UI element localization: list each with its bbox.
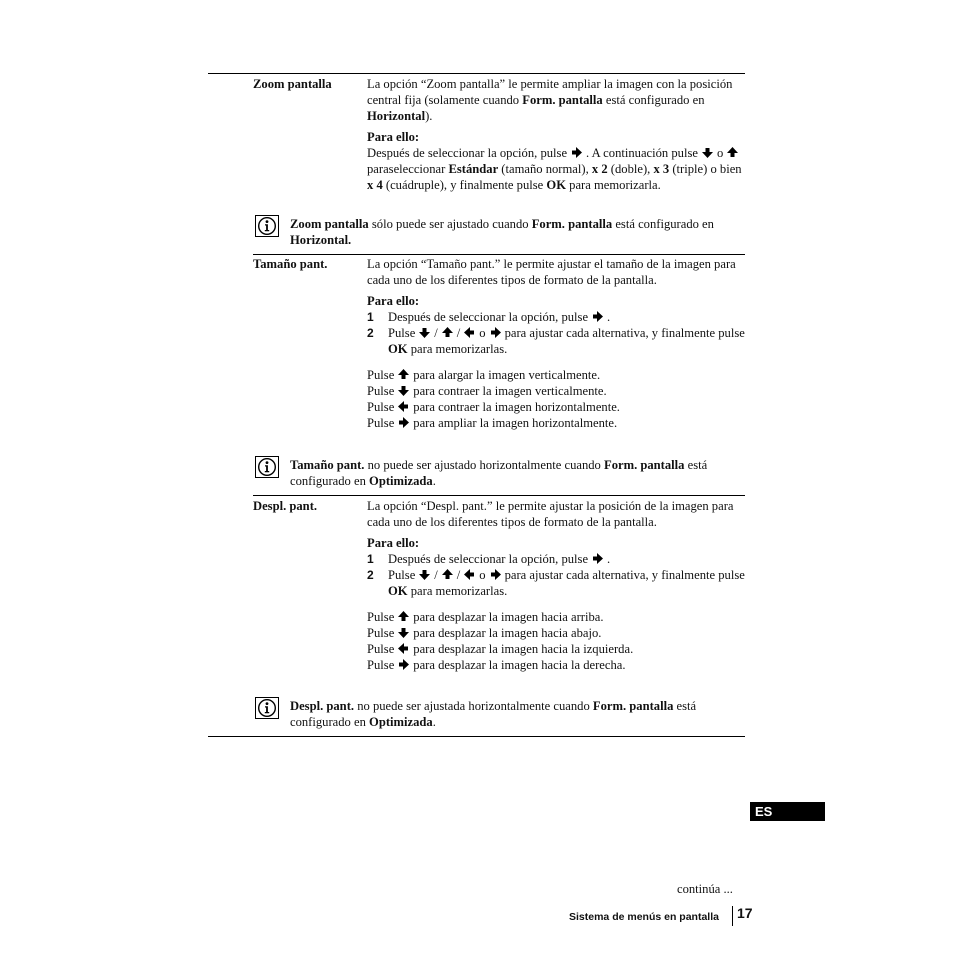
- arrow-down-icon: [397, 626, 410, 639]
- arrow-left-icon: [397, 400, 410, 413]
- info-icon: [255, 215, 279, 237]
- pulse-line: Pulse para alargar la imagen verticalmente.: [367, 368, 601, 382]
- arrow-right-icon: [570, 146, 583, 159]
- footer-title: Sistema de menús en pantalla: [569, 911, 719, 923]
- step-text: Pulse / / o para ajustar cada alternativa, y finalmente pulse OK para memorizarlas.: [388, 326, 745, 356]
- note-tamano-pant: [253, 457, 745, 489]
- section-term: Tamaño pant.: [253, 257, 328, 271]
- continues-label: continúa ...: [677, 882, 733, 896]
- note-zoom-pantalla: [253, 216, 745, 248]
- bottom-rule: [208, 736, 745, 737]
- step-number: 1: [367, 552, 374, 566]
- language-badge: ES: [750, 802, 825, 821]
- arrow-up-icon: [397, 368, 410, 381]
- section-description: [367, 498, 745, 673]
- step-item: [367, 325, 745, 357]
- step-item: [367, 567, 745, 599]
- info-icon: [255, 697, 279, 719]
- arrow-up-icon: [441, 326, 454, 339]
- intro-paragraph: La opción “Despl. pant.” le permite ajustar la posición de la imagen para cada uno de los diferentes tipos de formato de la pantalla.: [367, 499, 734, 529]
- arrow-down-icon: [701, 146, 714, 159]
- note-text: Zoom pantalla sólo puede ser ajustado cuando Form. pantalla está configurado en Horizontal.: [290, 217, 714, 247]
- info-icon: [255, 456, 279, 478]
- step-text: Pulse / / o para ajustar cada alternativa, y finalmente pulse OK para memorizarlas.: [388, 568, 745, 598]
- section-description: [367, 76, 745, 193]
- arrow-up-icon: [726, 146, 739, 159]
- para-ello-label: Para ello:: [367, 536, 420, 550]
- section-zoom-pantalla: [253, 76, 745, 193]
- section-term: Despl. pant.: [253, 499, 318, 513]
- numbered-steps: [367, 551, 745, 599]
- note-text: Tamaño pant. no puede ser ajustado horizontalmente cuando Form. pantalla está configurado en Optimizada.: [290, 458, 708, 488]
- arrow-right-icon: [489, 326, 502, 339]
- pulse-line: Pulse para ampliar la imagen horizontalmente.: [367, 416, 618, 430]
- step-item: [367, 551, 745, 567]
- intro-paragraph: La opción “Zoom pantalla” le permite ampliar la imagen con la posición central fija (solamente cuando Form. pantalla está configurado en Horizontal).: [367, 77, 733, 123]
- section-divider: [253, 495, 745, 496]
- arrow-down-icon: [418, 326, 431, 339]
- arrow-up-icon: [397, 610, 410, 623]
- pulse-line: Pulse para contraer la imagen verticalmente.: [367, 384, 607, 398]
- arrow-right-icon: [489, 568, 502, 581]
- top-rule: [208, 73, 745, 74]
- arrow-left-icon: [397, 642, 410, 655]
- step-text: Después de seleccionar la opción, pulse .: [388, 310, 611, 324]
- pulse-line: Pulse para desplazar la imagen hacia arriba.: [367, 610, 604, 624]
- pulse-line: Pulse para desplazar la imagen hacia abajo.: [367, 626, 602, 640]
- arrow-left-icon: [463, 568, 476, 581]
- section-term: Zoom pantalla: [253, 77, 332, 91]
- para-ello-label: Para ello:: [367, 294, 420, 308]
- page-number: 17: [737, 905, 753, 921]
- arrow-right-icon: [591, 552, 604, 565]
- step-number: 1: [367, 310, 374, 324]
- step-text: Después de seleccionar la opción, pulse .: [388, 552, 611, 566]
- section-despl-pant: [253, 498, 745, 673]
- numbered-steps: [367, 309, 745, 357]
- arrow-up-icon: [441, 568, 454, 581]
- step-item: [367, 309, 745, 325]
- section-description: [367, 256, 745, 431]
- section-tamano-pant: [253, 256, 745, 431]
- arrow-right-icon: [397, 658, 410, 671]
- intro-paragraph: La opción “Tamaño pant.” le permite ajustar el tamaño de la imagen para cada uno de los diferentes tipos de formato de la pantalla.: [367, 257, 736, 287]
- step-number: 2: [367, 326, 374, 340]
- pulse-line: Pulse para desplazar la imagen hacia la izquierda.: [367, 642, 634, 656]
- note-despl-pant: [253, 698, 745, 730]
- arrow-down-icon: [418, 568, 431, 581]
- steps-paragraph: Después de seleccionar la opción, pulse . A continuación pulse oparaseleccionar Estándar (tamaño normal), x 2 (doble), x 3 (triple) o bien x 4 (cuádruple), y finalmente pulse OK para memorizarla.: [367, 146, 742, 192]
- step-number: 2: [367, 568, 374, 582]
- arrow-right-icon: [591, 310, 604, 323]
- para-ello-label: Para ello:: [367, 130, 420, 144]
- arrow-down-icon: [397, 384, 410, 397]
- arrow-right-icon: [397, 416, 410, 429]
- section-divider: [253, 254, 745, 255]
- arrow-left-icon: [463, 326, 476, 339]
- pulse-line: Pulse para desplazar la imagen hacia la derecha.: [367, 658, 626, 672]
- pulse-line: Pulse para contraer la imagen horizontalmente.: [367, 400, 620, 414]
- footer-separator: [732, 906, 733, 926]
- note-text: Despl. pant. no puede ser ajustada horizontalmente cuando Form. pantalla está configurado en Optimizada.: [290, 699, 697, 729]
